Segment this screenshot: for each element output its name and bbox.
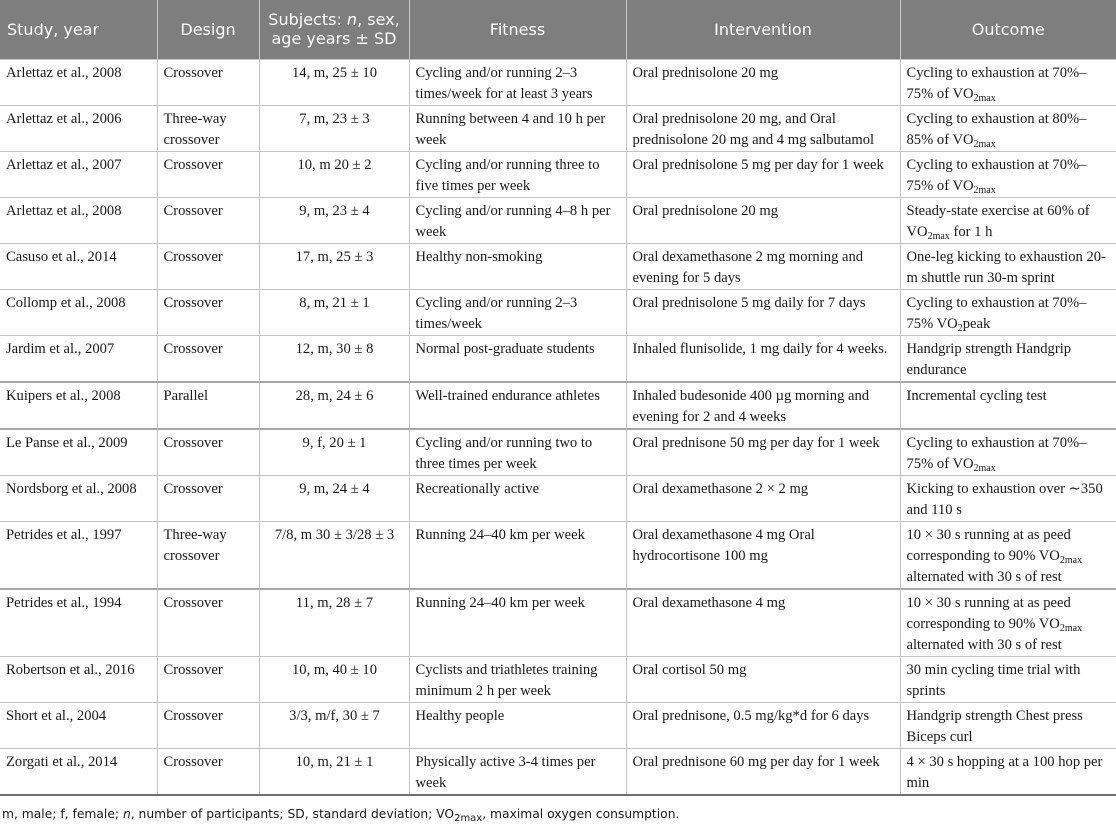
subscript-text: 2max [454,813,483,824]
cell-study-year [0,151,157,197]
cell-text: Crossover [163,248,223,265]
cell-fitness [409,702,626,748]
cell-study-year [0,748,157,795]
cell-text: peak [962,315,991,332]
cell-fitness [409,589,626,657]
cell-fitness [409,656,626,702]
header-subjects [259,0,409,59]
subscript-text: 2max [973,184,996,196]
cell-text: 30 min cycling time trial with sprints [906,661,1081,699]
cell-text: 9, f, 20 ± 1 [302,434,367,451]
cell-outcome [900,243,1116,289]
cell-text: Well-trained endurance athletes [415,387,600,404]
cell-design [157,475,259,521]
cell-text: Zorgati et al., 2014 [6,753,118,770]
table-footnote [2,807,680,824]
cell-fitness [409,521,626,589]
cell-text: Subjects: [268,10,347,30]
cell-text: Oral dexamethasone 2 mg morning and evening for 5 days [632,248,864,286]
cell-outcome [900,197,1116,243]
cell-text: Cycling and/or running 2–3 times/week [415,294,578,332]
table-row [0,151,1116,197]
cell-outcome [900,335,1116,382]
cell-outcome [900,702,1116,748]
cell-text: Cycling to exhaustion at 70%–75% VO [906,294,1087,332]
cell-outcome [900,105,1116,151]
cell-intervention [626,656,900,702]
cell-text: Nordsborg et al., 2008 [6,480,137,497]
cell-text: Cycling and/or running two to three times per week [415,434,593,472]
cell-text: Jardim et al., 2007 [6,340,115,357]
cell-text: , number of participants; SD, standard deviation; VO [130,807,455,821]
cell-text: Oral prednisone 50 mg per day for 1 week [632,434,880,451]
cell-text: Cycling and/or running 4–8 h per week [415,202,611,240]
cell-text: Running between 4 and 10 h per week [415,110,606,148]
cell-fitness [409,151,626,197]
cell-subjects [259,382,409,429]
cell-text: Crossover [163,294,223,311]
cell-design [157,289,259,335]
cell-outcome [900,429,1116,476]
subscript-text: 2max [973,92,996,104]
cell-intervention [626,243,900,289]
cell-text: Recreationally active [415,480,540,497]
cell-intervention [626,151,900,197]
cell-text: Steady-state exercise at 60% of VO [906,202,1090,240]
table-row [0,59,1116,105]
cell-design [157,521,259,589]
cell-intervention [626,589,900,657]
cell-study-year [0,656,157,702]
cell-text: Oral prednisone, 0.5 mg/kg*d for 6 days [632,707,870,724]
cell-text: Oral cortisol 50 mg [632,661,747,678]
cell-outcome [900,382,1116,429]
cell-outcome [900,59,1116,105]
table-row [0,197,1116,243]
header-fitness [409,0,626,59]
cell-intervention [626,748,900,795]
cell-intervention [626,702,900,748]
table-row [0,105,1116,151]
cell-text: m, male; f, female; [2,807,123,821]
table-body [0,59,1116,795]
cell-fitness [409,59,626,105]
cell-design [157,702,259,748]
cell-text: Cyclists and triathletes training minimum 2 h per week [415,661,598,699]
cell-text: 9, m, 23 ± 4 [299,202,370,219]
cell-text: Crossover [163,64,223,81]
cell-subjects [259,105,409,151]
cell-subjects [259,151,409,197]
cell-text: Oral prednisolone 5 mg per day for 1 week [632,156,884,173]
cell-fitness [409,197,626,243]
cell-text: 28, m, 24 ± 6 [295,387,374,404]
cell-text: Study, year [7,19,100,39]
cell-study-year [0,197,157,243]
cell-text: Intervention [714,19,812,39]
cell-text: Crossover [163,156,223,173]
cell-study-year [0,475,157,521]
cell-intervention [626,475,900,521]
cell-text: alternated with 30 s of rest [906,568,1062,585]
cell-text: Petrides et al., 1997 [6,526,122,543]
cell-text: 10 × 30 s running at as peed corresponding to 90% VO [906,526,1071,564]
cell-intervention [626,105,900,151]
cell-text: Oral prednisolone 20 mg [632,202,779,219]
header-outcome [900,0,1116,59]
cell-fitness [409,335,626,382]
cell-text: 12, m, 30 ± 8 [295,340,374,357]
cell-text: 10, m 20 ± 2 [297,156,372,173]
table-row [0,243,1116,289]
cell-text: 10, m, 40 ± 10 [291,661,378,678]
cell-subjects [259,335,409,382]
table-row [0,702,1116,748]
cell-study-year [0,243,157,289]
cell-outcome [900,289,1116,335]
cell-text: Outcome [971,19,1045,39]
cell-outcome [900,589,1116,657]
cell-text: Cycling and/or running 2–3 times/week for at least 3 years [415,64,593,102]
cell-text: Cycling to exhaustion at 70%–75% of VO [906,156,1087,194]
cell-text: Robertson et al., 2016 [6,661,135,678]
cell-outcome [900,656,1116,702]
cell-text: Running 24–40 km per week [415,594,585,611]
cell-intervention [626,289,900,335]
subscript-text: 2max [973,462,996,474]
cell-text: Three-way crossover [163,526,227,564]
cell-fitness [409,475,626,521]
cell-text: Oral prednisone 60 mg per day for 1 week [632,753,880,770]
cell-design [157,59,259,105]
cell-text: Parallel [163,387,209,404]
cell-intervention [626,197,900,243]
italic-text: n [346,10,358,30]
cell-text: Oral prednisolone 5 mg daily for 7 days [632,294,866,311]
table-row [0,382,1116,429]
cell-text: Arlettaz et al., 2007 [6,156,122,173]
cell-subjects [259,475,409,521]
cell-study-year [0,521,157,589]
cell-study-year [0,335,157,382]
cell-text: Cycling to exhaustion at 70%–75% of VO [906,64,1087,102]
cell-text: Kuipers et al., 2008 [6,387,121,404]
cell-subjects [259,243,409,289]
cell-design [157,589,259,657]
cell-text: 7/8, m 30 ± 3/28 ± 3 [274,526,395,543]
subscript-text: 2max [1059,554,1083,566]
cell-text: Inhaled flunisolide, 1 mg daily for 4 weeks. [632,340,888,357]
cell-text: Handgrip strength Chest press Biceps curl [906,707,1083,745]
cell-text: Le Panse et al., 2009 [6,434,128,451]
cell-text: Crossover [163,434,223,451]
cell-study-year [0,429,157,476]
cell-text: 14, m, 25 ± 10 [291,64,378,81]
header-intervention [626,0,900,59]
cell-text: Crossover [163,661,223,678]
table-row [0,335,1116,382]
cell-outcome [900,475,1116,521]
cell-text: Oral prednisolone 20 mg [632,64,779,81]
cell-subjects [259,589,409,657]
cell-text: Handgrip strength Handgrip endurance [906,340,1072,378]
cell-text: Healthy non-smoking [415,248,543,265]
subscript-text: 2max [973,138,996,150]
cell-text: , maximal oxygen consumption. [482,807,680,821]
cell-study-year [0,702,157,748]
cell-design [157,335,259,382]
cell-text: alternated with 30 s of rest [906,636,1062,653]
cell-text: Crossover [163,594,223,611]
cell-text: Crossover [163,480,223,497]
cell-text: Crossover [163,340,223,357]
cell-fitness [409,382,626,429]
cell-text: Short et al., 2004 [6,707,107,724]
cell-subjects [259,748,409,795]
cell-text: One-leg kicking to exhaustion 20-m shuttle run 30-m sprint [906,248,1106,286]
cell-outcome [900,748,1116,795]
cell-subjects [259,197,409,243]
cell-text: Healthy people [415,707,505,724]
cell-intervention [626,335,900,382]
cell-design [157,748,259,795]
cell-text: 7, m, 23 ± 3 [299,110,370,127]
cell-text: 3/3, m/f, 30 ± 7 [289,707,380,724]
cell-text: Petrides et al., 1994 [6,594,122,611]
cell-text: Arlettaz et al., 2006 [6,110,122,127]
table-row [0,521,1116,589]
cell-text: Cycling to exhaustion at 80%–85% of VO [906,110,1087,148]
cell-subjects [259,521,409,589]
cell-study-year [0,289,157,335]
cell-text: Running 24–40 km per week [415,526,585,543]
cell-subjects [259,656,409,702]
cell-intervention [626,429,900,476]
table-row [0,748,1116,795]
cell-text: Oral dexamethasone 2 × 2 mg [632,480,809,497]
cell-text: Oral dexamethasone 4 mg [632,594,786,611]
cell-text: Cycling to exhaustion at 70%–75% of VO [906,434,1087,472]
cell-study-year [0,59,157,105]
cell-subjects [259,702,409,748]
table-row [0,289,1116,335]
cell-design [157,197,259,243]
table-row [0,429,1116,476]
table-row [0,656,1116,702]
cell-design [157,105,259,151]
cell-design [157,382,259,429]
cell-intervention [626,59,900,105]
cell-text: Design [180,19,236,39]
cell-outcome [900,151,1116,197]
cell-text: Crossover [163,202,223,219]
cell-intervention [626,382,900,429]
cell-subjects [259,429,409,476]
cell-text: 11, m, 28 ± 7 [295,594,374,611]
cell-intervention [626,521,900,589]
cell-text: Collomp et al., 2008 [6,294,126,311]
cell-study-year [0,589,157,657]
cell-text: Arlettaz et al., 2008 [6,64,122,81]
cell-design [157,243,259,289]
table-header [0,0,1116,59]
cell-text: 17, m, 25 ± 3 [295,248,374,265]
cell-text: Physically active 3-4 times per week [415,753,596,791]
cell-design [157,151,259,197]
cell-text: Crossover [163,707,223,724]
cell-outcome [900,521,1116,589]
table-row [0,589,1116,657]
header-study-year [0,0,157,59]
cell-fitness [409,243,626,289]
cell-text: 8, m, 21 ± 1 [299,294,370,311]
cell-text: Inhaled budesonide 400 µg morning and evening for 2 and 4 weeks [632,387,870,425]
cell-text: Kicking to exhaustion over ∼350 and 110 s [906,480,1103,518]
cell-text: Normal post-graduate students [415,340,595,357]
cell-text: Three-way crossover [163,110,227,148]
subscript-text: 2max [1059,622,1083,634]
cell-text: for 1 h [949,223,993,240]
header-design [157,0,259,59]
table-row [0,475,1116,521]
subscript-text: 2max [927,230,950,242]
cell-text: , sex, age years ± SD [271,10,400,49]
cell-text: Fitness [489,19,546,39]
cell-text: Casuso et al., 2014 [6,248,117,265]
cell-text: 4 × 30 s hopping at a 100 hop per min [906,753,1103,791]
cell-fitness [409,289,626,335]
cell-study-year [0,382,157,429]
italic-text: n [122,807,131,821]
cell-text: Incremental cycling test [906,387,1047,404]
cell-text: 9, m, 24 ± 4 [299,480,370,497]
cell-text: Cycling and/or running three to five times per week [415,156,600,194]
cell-subjects [259,59,409,105]
cell-study-year [0,105,157,151]
cell-design [157,656,259,702]
cell-subjects [259,289,409,335]
cell-fitness [409,429,626,476]
cell-fitness [409,748,626,795]
cell-design [157,429,259,476]
cell-text: Oral dexamethasone 4 mg Oral hydrocortisone 100 mg [632,526,815,564]
header-row [0,0,1116,59]
cell-text: Crossover [163,753,223,770]
cell-text: 10 × 30 s running at as peed corresponding to 90% VO [906,594,1071,632]
subscript-text: 2 [957,322,963,334]
cell-fitness [409,105,626,151]
cell-text: Oral prednisolone 20 mg, and Oral prednisolone 20 mg and 4 mg salbutamol [632,110,875,148]
cell-text: 10, m, 21 ± 1 [295,753,374,770]
cell-text: Arlettaz et al., 2008 [6,202,122,219]
